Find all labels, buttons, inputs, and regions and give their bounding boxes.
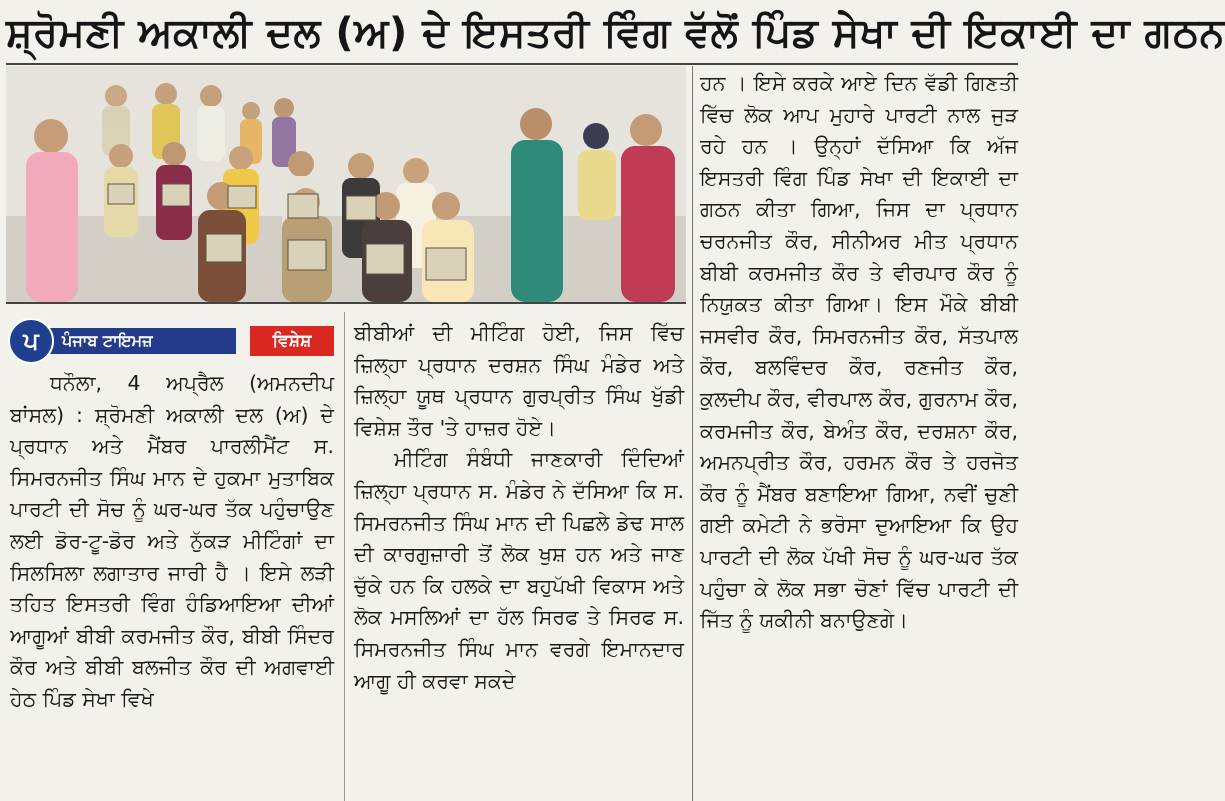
headline: ਸ਼੍ਰੋਮਣੀ ਅਕਾਲੀ ਦਲ (ਅ) ਦੇ ਇਸਤਰੀ ਵਿੰਗ ਵੱਲੋਂ ਪਿੰਡ ਸੇਖਾ ਦੀ ਇਕਾਈ ਦਾ ਗਠਨ bbox=[6, 10, 1225, 56]
article-column-1 bbox=[10, 368, 334, 716]
article-paragraph: ਬੀਬੀਆਂ ਦੀ ਮੀਟਿੰਗ ਹੋਈ, ਜਿਸ ਵਿੱਚ ਜ਼ਿਲ੍ਹਾ ਪ੍ਰਧਾਨ ਦਰਸ਼ਨ ਸਿੰਘ ਮੰਡੇਰ ਅਤੇ ਜ਼ਿਲ੍ਹਾ ਯੂਥ ਪ੍ਰਧਾਨ ਗੁਰਪ੍ਰੀਤ ਸਿੰਘ ਖੁੱਡੀ ਵਿਸ਼ੇਸ਼ ਤੌਰ 'ਤੇ ਹਾਜ਼ਰ ਹੋਏ। bbox=[354, 321, 684, 440]
article-column-2 bbox=[354, 318, 684, 697]
paper-logo-icon: ਪ bbox=[8, 318, 54, 364]
article-paragraph: ਮੀਟਿੰਗ ਸੰਬੰਧੀ ਜਾਣਕਾਰੀ ਦਿੰਦਿਆਂ ਜ਼ਿਲ੍ਹਾ ਪ੍ਰਧਾਨ ਸ. ਮੰਡੇਰ ਨੇ ਦੱਸਿਆ ਕਿ ਸ. ਸਿਮਰਨਜੀਤ ਸਿੰਘ ਮਾਨ ਦੀ ਪਿਛਲੇ ਡੇਢ ਸਾਲ ਦੀ ਕਾਰਗੁਜ਼ਾਰੀ ਤੋਂ ਲੋਕ ਖੁਸ਼ ਹਨ ਅਤੇ ਜਾਣ ਚੁੱਕੇ ਹਨ ਕਿ ਹਲਕੇ ਦਾ ਬਹੁਪੱਖੀ ਵਿਕਾਸ ਅਤੇ ਲੋਕ ਮਸਲਿਆਂ ਦਾ ਹੱਲ ਸਿਰਫ ਤੇ ਸਿਰਫ ਸ. ਸਿਮਰਨਜੀਤ ਸਿੰਘ ਮਾਨ ਵਰਗੇ ਇਮਾਨਦਾਰ ਆਗੂ ਹੀ ਕਰਵਾ ਸਕਦੇ bbox=[354, 447, 684, 693]
column-divider bbox=[344, 312, 345, 801]
special-badge: ਵਿਸ਼ੇਸ਼ bbox=[250, 326, 334, 356]
article-column-3 bbox=[700, 68, 1018, 637]
paper-name: ਪੰਜਾਬ ਟਾਇਮਜ਼ bbox=[36, 328, 236, 354]
column-divider bbox=[692, 66, 693, 801]
group-photo-illustration bbox=[6, 66, 686, 302]
headline-rule bbox=[6, 63, 1018, 65]
article-paragraph: ਧਨੌਲਾ, 4 ਅਪ੍ਰੈਲ (ਅਮਨਦੀਪ ਬਾਂਸਲ) : ਸ਼੍ਰੋਮਣੀ ਅਕਾਲੀ ਦਲ (ਅ) ਦੇ ਪ੍ਰਧਾਨ ਅਤੇ ਮੈਂਬਰ ਪਾਰਲੀਮੈਂਟ ਸ. ਸਿਮਰਨਜੀਤ ਸਿੰਘ ਮਾਨ ਦੇ ਹੁਕਮਾ ਮੁਤਾਬਿਕ ਪਾਰਟੀ ਦੀ ਸੋਚ ਨੂੰ ਘਰ-ਘਰ ਤੱਕ ਪਹੁੰਚਾਉਣ ਲਈ ਡੋਰ-ਟੂ-ਡੋਰ ਅਤੇ ਨੁੱਕੜ ਮੀਟਿੰਗਾਂ ਦਾ ਸਿਲਸਿਲਾ ਲਗਾਤਾਰ ਜਾਰੀ ਹੈ । ਇਸੇ ਲੜੀ ਤਹਿਤ ਇਸਤਰੀ ਵਿੰਗ ਹੰਡਿਆਇਆ ਦੀਆਂ ਆਗੂਆਂ ਬੀਬੀ ਕਰਮਜੀਤ ਕੌਰ, ਬੀਬੀ ਸਿੰਦਰ ਕੌਰ ਅਤੇ ਬੀਬੀ ਬਲਜੀਤ ਕੌਰ ਦੀ ਅਗਵਾਈ ਹੇਠ ਪਿੰਡ ਸੇਖਾ ਵਿਖੇ bbox=[10, 371, 334, 711]
news-photo bbox=[6, 66, 686, 304]
article-paragraph: ਹਨ । ਇਸੇ ਕਰਕੇ ਆਏ ਦਿਨ ਵੱਡੀ ਗਿਣਤੀ ਵਿੱਚ ਲੋਕ ਆਪ ਮੁਹਾਰੇ ਪਾਰਟੀ ਨਾਲ ਜੁੜ ਰਹੇ ਹਨ । ਉਨ੍ਹਾਂ ਦੱਸਿਆ ਕਿ ਅੱਜ ਇਸਤਰੀ ਵਿੰਗ ਪਿੰਡ ਸੇਖਾ ਦੀ ਇਕਾਈ ਦਾ ਗਠਨ ਕੀਤਾ ਗਿਆ, ਜਿਸ ਦਾ ਪ੍ਰਧਾਨ ਚਰਨਜੀਤ ਕੌਰ, ਸੀਨੀਅਰ ਮੀਤ ਪ੍ਰਧਾਨ ਬੀਬੀ ਕਰਮਜੀਤ ਕੌਰ ਤੇ ਵੀਰਪਾਰ ਕੌਰ ਨੂੰ ਨਿਯੁਕਤ ਕੀਤਾ ਗਿਆ। ਇਸ ਮੌਕੇ ਬੀਬੀ ਜਸਵੀਰ ਕੌਰ, ਸਿਮਰਨਜੀਤ ਕੌਰ, ਸੱਤਪਾਲ ਕੌਰ, ਬਲਵਿੰਦਰ ਕੌਰ, ਰਣਜੀਤ ਕੌਰ, ਕੁਲਦੀਪ ਕੌਰ, ਵੀਰਪਾਲ ਕੌਰ, ਗੁਰਨਾਮ ਕੌਰ, ਕਰਮਜੀਤ ਕੌਰ, ਬੇਅੰਤ ਕੌਰ, ਦਰਸ਼ਨਾ ਕੌਰ, ਅਮਨਪ੍ਰੀਤ ਕੌਰ, ਹਰਮਨ ਕੌਰ ਤੇ ਹਰਜੋਤ ਕੌਰ ਨੂੰ ਮੈਂਬਰ ਬਣਾਇਆ ਗਿਆ, ਨਵੀਂ ਚੁਣੀ ਗਈ ਕਮੇਟੀ ਨੇ ਭਰੋਸਾ ਦੁਆਇਆ ਕਿ ਉਹ ਪਾਰਟੀ ਦੀ ਲੋਕ ਪੱਖੀ ਸੋਚ ਨੂੰ ਘਰ-ਘਰ ਤੱਕ ਪਹੁੰਚਾ ਕੇ ਲੋਕ ਸਭਾ ਚੋਣਾਂ ਵਿੱਚ ਪਾਰਟੀ ਦੀ ਜਿੱਤ ਨੂੰ ਯਕੀਨੀ ਬਨਾਉਣਗੇ। bbox=[700, 71, 1018, 633]
byline-logo bbox=[8, 318, 338, 364]
